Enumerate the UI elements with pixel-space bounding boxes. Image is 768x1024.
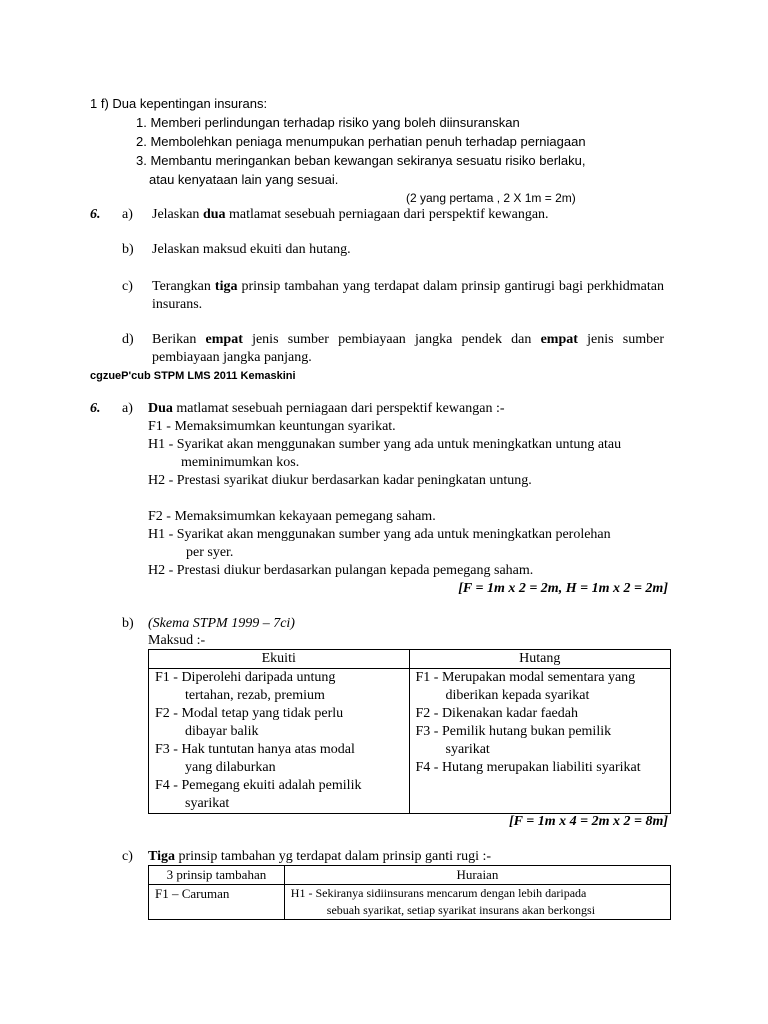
question-c-label: c) [122,279,133,294]
huraian-caruman-line-2: sebuah syarikat, setiap syarikat insurans akan berkongsi [326,903,596,917]
question-c-text: Terangkan tiga prinsip tambahan yang terdapat dalam prinsip gantirugi bagi perkhidmatan insurans. [152,279,664,312]
section-f-heading: 1 f) Dua kepentingan insurans: [90,96,268,111]
hutang-point-4: F4 - Hutang merupakan liabiliti syarikat [415,760,641,775]
question-b-label: b) [122,242,134,257]
answer-b-marks: [F = 1m x 4 = 2m x 2 = 8m] [508,814,668,829]
section-f-item-3-cont: atau kenyataan lain yang sesuai. [149,172,339,187]
answer-a-f1: F1 - Memaksimumkan keuntungan syarikat. [148,419,396,434]
hutang-point-3-cont: syarikat [445,742,490,757]
answer-a-label: a) [122,401,133,416]
answer-a-f1-h1-cont: meminimumkan kos. [181,455,300,470]
section-f-item-2: 2. Membolehkan peniaga menumpukan perhatian penuh terhadap perniagaan [136,134,586,149]
answer-b-label: b) [122,616,134,631]
ekuiti-point-2: F2 - Modal tetap yang tidak perlu [155,706,344,721]
ekuiti-point-2-cont: dibayar balik [185,724,259,739]
table-header-hutang: Hutang [409,650,671,669]
question-b-text: Jelaskan maksud ekuiti dan hutang. [152,242,351,257]
ekuiti-point-3: F3 - Hak tuntutan hanya atas modal [155,742,355,757]
answer-c-heading: Tiga prinsip tambahan yg terdapat dalam prinsip ganti rugi :- [148,849,492,864]
hutang-point-3: F3 - Pemilik hutang bukan pemilik [415,724,612,739]
ekuiti-point-4-cont: syarikat [185,796,230,811]
answer-a-f1-h1: H1 - Syarikat akan menggunakan sumber yang ada untuk meningkatkan untung atau [148,437,622,452]
answer-a-f2-h2: H2 - Prestasi diukur berdasarkan pulangan kepada pemegang saham. [148,563,534,578]
ekuiti-point-3-cont: yang dilaburkan [185,760,276,775]
ekuiti-point-1-cont: tertahan, rezab, premium [185,688,325,703]
answer-a-f2: F2 - Memaksimumkan kekayaan pemegang saham. [148,509,436,524]
table-header-huraian: Huraian [284,866,670,885]
section-f-item-3: 3. Membantu meringankan beban kewangan sekiranya sesuatu risiko berlaku, [136,153,586,168]
answer-a-f2-h1-cont: per syer. [186,545,234,560]
table-header-ekuiti: Ekuiti [149,650,410,669]
hutang-point-2: F2 - Dikenakan kadar faedah [415,706,578,721]
question-d-label: d) [122,332,134,347]
ekuiti-point-1: F1 - Diperolehi daripada untung [155,670,336,685]
question-a-label: a) [122,207,133,222]
huraian-caruman [284,885,670,920]
question-number: 6. [90,207,101,222]
answer-number: 6. [90,401,101,416]
ekuiti-point-4: F4 - Pemegang ekuiti adalah pemilik [155,778,362,793]
section-f-marks: (2 yang pertama , 2 X 1m = 2m) [406,191,576,205]
answer-a-f2-h1: H1 - Syarikat akan menggunakan sumber yang ada untuk meningkatkan perolehan [148,527,611,542]
source-line: cgzueP'cub STPM LMS 2011 Kemaskini [90,370,296,382]
ekuiti-cell [149,669,410,814]
huraian-caruman-line-1: H1 - Sekiranya sidiinsurans mencarum dengan lebih daripada [290,886,587,900]
hutang-point-1: F1 - Merupakan modal sementara yang [415,670,636,685]
hutang-cell [409,669,671,814]
table-header-prinsip: 3 prinsip tambahan [149,866,285,885]
answer-a-marks: [F = 1m x 2 = 2m, H = 1m x 2 = 2m] [458,581,668,596]
hutang-point-1-cont: diberikan kepada syarikat [445,688,590,703]
question-d-text: Berikan empat jenis sumber pembiayaan jangka pendek dan empat jenis sumber pembiayaan jangka panjang. [152,332,664,365]
answer-a-heading: Dua matlamat sesebuah perniagaan dari perspektif kewangan :- [148,401,505,416]
section-f-item-1: 1. Memberi perlindungan terhadap risiko yang boleh diinsuranskan [136,115,520,130]
answer-c-label: c) [122,849,133,864]
answer-b-maksud: Maksud :- [148,633,206,648]
question-a-text: Jelaskan dua matlamat sesebuah perniagaan dari perspektif kewangan. [152,207,549,222]
answer-b-reference: (Skema STPM 1999 – 7ci) [148,616,295,631]
prinsip-caruman: F1 – Caruman [149,885,285,920]
answer-a-f1-h2: H2 - Prestasi syarikat diukur berdasarkan kadar peningkatan untung. [148,473,532,488]
prinsip-tambahan-table [148,865,671,920]
ekuiti-hutang-table [148,649,671,814]
